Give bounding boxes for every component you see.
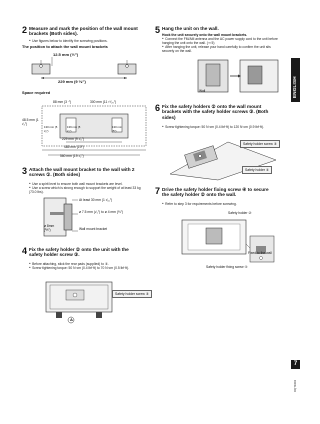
step-7-bullet: ● Refer to step 3 for requirements before screwing. [162, 202, 280, 206]
step-2-bullet: ● Use figures below to identify the screwing positions. [29, 39, 144, 43]
dim-229mm: 229 mm (9 ¹⁄₈″) [62, 137, 84, 141]
dim-560mm: 560 mm (19 ¹⁄₂″) [60, 154, 84, 158]
language-label: ENGLISH [292, 76, 297, 98]
document-number: RQT9493 [293, 379, 297, 392]
step-5-bullet-1: ● Connect the FM/AM antenna and the AC power supply cord to the unit before hanging the unit onto the wall. (⇒ 5) [162, 37, 280, 45]
step-title: Fix the safety holders ② onto the wall mount brackets with the safety holder screws ③. (Both sides) [162, 104, 269, 120]
safety-holder-callout [242, 166, 272, 174]
step-3-bullet-2: ● Use a screw which is strong enough to support the weight of at least 33 kg (73.0 lbs). [29, 186, 147, 194]
space-required-label: Space required [22, 90, 51, 95]
step-title: Measure and mark the position of the wall mount brackets (Both sides). [29, 26, 138, 37]
step-4-bullet-2: ● Screw tightening torque: 50 N·cm (0.4 lbf·ft) to 70 N·cm (0.5 lbf·ft). [29, 266, 147, 270]
fixing-screw-label: Safety holder fixing screw ④ [206, 265, 248, 269]
space-required-diagram [22, 98, 152, 158]
step-title: Attach the wall mount bracket to the wall with 2 screws ①. (Both sides) [29, 167, 135, 178]
callout-text: Safety holder ② [245, 168, 269, 172]
step-6-bullet: ● Screw tightening torque: 50 N·cm (0.4 lbf·ft) to 120 N·cm (0.9 lbf·ft). [162, 125, 280, 129]
step-number: 3 [22, 166, 28, 176]
step-number: 5 [155, 25, 161, 35]
step-title: Fix the safety holder ② onto the unit with the safety holder screw ③. [29, 247, 129, 258]
step-number: 2 [22, 25, 28, 35]
step-7 [155, 187, 280, 201]
dim-88mm: 88 mm (3 ·″) [53, 100, 72, 104]
step-3-bullet-1: ● Use a spirit level to ensure both wall mount brackets are level. [29, 182, 147, 186]
step-number: 6 [155, 103, 161, 113]
safety-holder-screw-callout [112, 290, 152, 298]
step-title: Drive the safety holder fixing screw ④ to secure the safety holder ② onto the wall. [162, 187, 269, 198]
dim-485mm: 485 mm (19″) [64, 145, 84, 149]
bracket-position-subtitle: The position to attach the wall mount brackets [22, 44, 108, 49]
step-5-subheading: Hook the unit securely onto the wall mount brackets. [162, 33, 248, 37]
fixed-to-wall-label: Fixed to the wall [248, 251, 272, 255]
step-number: 7 [155, 186, 161, 196]
dim-130mm-left: 130 mm (5 ¹⁄₈″) [44, 125, 58, 133]
hang-unit-diagram [196, 58, 282, 96]
dim-139mm: 139 mm (5 ¹⁄₄″) [67, 125, 81, 133]
screw-depth-label: At least 30 mm (1 ³⁄₁₆″) [79, 198, 113, 202]
callout-text: Safety holder screw ③ [115, 292, 149, 296]
step-number: 4 [22, 246, 28, 256]
screw-head-label: ø 8mm (⅖″) [44, 224, 55, 232]
screw-diameter-label: ø 7.5 mm (¹⁄₅″) to ø 4 mm (⅓″) [79, 210, 123, 214]
language-tab [291, 58, 300, 102]
step-4 [22, 247, 147, 261]
page-number: 7 [291, 360, 300, 369]
callout-text: Safety holder screw ③ [243, 142, 277, 146]
step-3 [22, 167, 147, 181]
step-title: Hang the unit on the wall. [162, 26, 219, 31]
detail-mark-a: A [70, 317, 73, 322]
safety-holder-label: Safety holder ② [228, 211, 252, 215]
dim-130mm-right: 130 mm (5″) [112, 125, 123, 133]
dimension-top-label: 12.5 mm (½″) [53, 52, 79, 57]
dim-300mm: 300 mm (11 ¹⁸⁄₂₀″) [90, 100, 117, 104]
step-6 [155, 104, 280, 118]
dim-48-5mm: 48.5 mm (1 ¹⁄₂″) [22, 118, 39, 126]
unit-back-diagram [38, 276, 128, 326]
wall-label: Wall [199, 89, 206, 93]
dimension-width-label: 229 mm (9 ¹⁄₈″) [58, 79, 86, 84]
safety-holder-screw-callout [240, 140, 280, 148]
step-5-bullet-2: ● After hanging the unit, release your hand carefully to confirm the unit sits securely on the wall. [162, 45, 280, 53]
step-2 [22, 26, 147, 40]
wall-mount-bracket-label: Wall mount bracket [79, 227, 108, 231]
step-4-bullet-1: ● Before attaching, stick the rear pads (supplied) to ②. [29, 262, 147, 266]
